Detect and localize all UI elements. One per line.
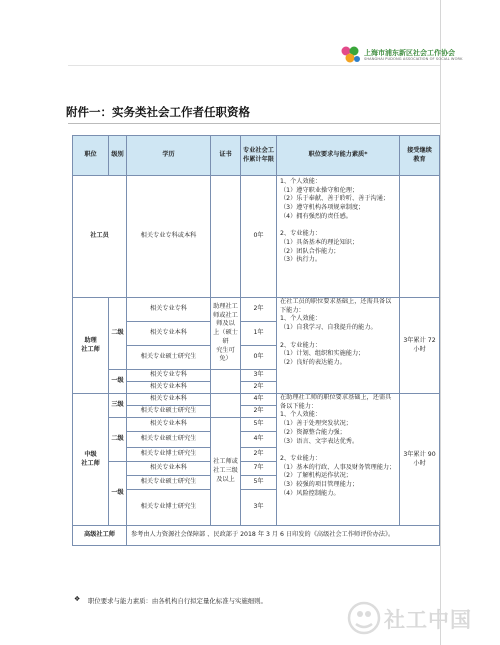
position-social-worker: 社工员 xyxy=(73,176,127,298)
position-senior: 高级社工师 xyxy=(73,526,127,546)
certificate-cell xyxy=(211,176,241,298)
footnote-text: 职位要求与能力素质：由各机构自行拟定量化标准与实施细则。 xyxy=(88,597,267,605)
years-cell: 5年 xyxy=(241,418,277,432)
position-middle: 中级 社工师 xyxy=(73,394,109,526)
header-years: 专业社会工 作累计年限 xyxy=(241,136,277,176)
education-cell: 相关专业专科或本科 xyxy=(127,176,211,298)
training-cell xyxy=(400,176,440,298)
years-cell: 2年 xyxy=(241,406,277,418)
watermark-text: 社工中国 xyxy=(384,608,472,632)
education-cell: 相关专业博士研究生 xyxy=(127,490,211,526)
table-row xyxy=(73,176,440,298)
position-assistant: 助理 社工师 xyxy=(73,298,109,394)
years-cell: 2年 xyxy=(241,448,277,462)
header-requirements: 职位要求与能力素质* xyxy=(277,136,400,176)
years-cell: 3年 xyxy=(241,370,277,382)
education-cell: 相关专业本科 xyxy=(127,322,211,346)
years-cell: 5年 xyxy=(241,476,277,490)
footnote-bullet: ❖ xyxy=(74,595,81,603)
requirements-worker: 1、个人效能： （1）遵守职业操守和伦理； （2）乐于奉献、善于聆听、善于沟通； （3）遵守机构各项规章制度； （4）拥有强烈的责任感。 2、专业能力： （1）具备基本的理论知识； （2）团队合作能力； （3）执行力。 xyxy=(277,176,400,298)
education-cell: 相关专业博士研究生 xyxy=(127,448,211,462)
qualification-table-container xyxy=(72,135,439,546)
years-cell: 2年 xyxy=(241,382,277,394)
watermark-logo-icon xyxy=(346,600,382,636)
certificate-assistant: 助理社工 师或社工 师及以 上（硕士研 究生可免） xyxy=(211,298,241,370)
education-cell: 相关专业本科 xyxy=(127,394,211,406)
level-assistant-2: 二级 xyxy=(109,298,127,370)
education-cell: 相关专业专科 xyxy=(127,370,211,382)
training-middle: 3年累计 90 小时 xyxy=(400,394,440,526)
header-level: 级别 xyxy=(109,136,127,176)
organization-name-en: SHANGHAI PUDONG ASSOCIATION OF SOCIAL WORK xyxy=(364,57,463,61)
requirements-middle: 在助理社工师的职位要求基础上，还需具 备以下能力： 1、个人效能： （1）善于处理突发状况； （2）资源整合能力强； （3）语言、文字表达优秀。 2、专业能力： （1）基本的行政、人事及财务管理能力； （2）了解机构运作状况； （3）较强的项目管理能力； （4）风险控制能力。 xyxy=(277,394,400,526)
certificate-cell xyxy=(211,394,241,418)
years-cell: 1年 xyxy=(241,322,277,346)
years-cell: 0年 xyxy=(241,176,277,298)
qualification-table xyxy=(72,135,440,546)
level-middle-1: 一级 xyxy=(109,462,127,526)
years-cell: 7年 xyxy=(241,462,277,476)
years-cell: 2年 xyxy=(241,298,277,322)
education-cell: 相关专业本科 xyxy=(127,462,211,476)
table-row xyxy=(73,394,440,406)
certificate-middle: 社工师或 社工三级 及以上 xyxy=(211,418,241,526)
page-edge-line xyxy=(440,0,441,645)
requirements-assistant: 在社工员的职位要求基础上，还需具备以 下能力： 1、个人效能： （1）自我学习、自我提升的能力。 2、专业能力： （1）计划、组织和实施能力； （2）良好的表达能力。 xyxy=(277,298,400,394)
table-row xyxy=(73,526,440,546)
document-title: 附件一：实务类社会工作者任职资格 xyxy=(66,105,250,119)
education-cell: 相关专业本科 xyxy=(127,418,211,432)
certificate-cell xyxy=(211,370,241,394)
years-cell: 0年 xyxy=(241,346,277,370)
senior-reference-text: 参考由人力资源社会保障部 、民政部于 2018 年 3 月 6 日印发的《高级社会工作师评价办法》。 xyxy=(127,526,440,546)
title-divider xyxy=(68,123,440,124)
header-education: 学历 xyxy=(127,136,211,176)
level-middle-3: 三级 xyxy=(109,394,127,418)
education-cell: 相关专业专科 xyxy=(127,298,211,322)
table-header-row xyxy=(73,136,440,176)
training-assistant: 3年累计 72 小时 xyxy=(400,298,440,394)
education-cell: 相关专业硕士研究生 xyxy=(127,432,211,448)
header-position: 职位 xyxy=(73,136,109,176)
years-cell: 3年 xyxy=(241,490,277,526)
association-logo-icon xyxy=(338,44,362,66)
header-divider xyxy=(68,65,440,66)
education-cell: 相关专业硕士研究生 xyxy=(127,346,211,370)
header-certificate: 证书 xyxy=(211,136,241,176)
organization-name-cn: 上海市浦东新区社会工作协会 xyxy=(364,49,455,57)
years-cell: 4年 xyxy=(241,394,277,406)
years-cell: 4年 xyxy=(241,432,277,448)
table-row xyxy=(73,298,440,322)
education-cell: 相关专业硕士研究生 xyxy=(127,476,211,490)
education-cell: 相关专业硕士研究生 xyxy=(127,406,211,418)
header-training: 接受继续 教育 xyxy=(400,136,440,176)
level-assistant-1: 一级 xyxy=(109,370,127,394)
level-middle-2: 二级 xyxy=(109,418,127,462)
education-cell: 相关专业本科 xyxy=(127,382,211,394)
